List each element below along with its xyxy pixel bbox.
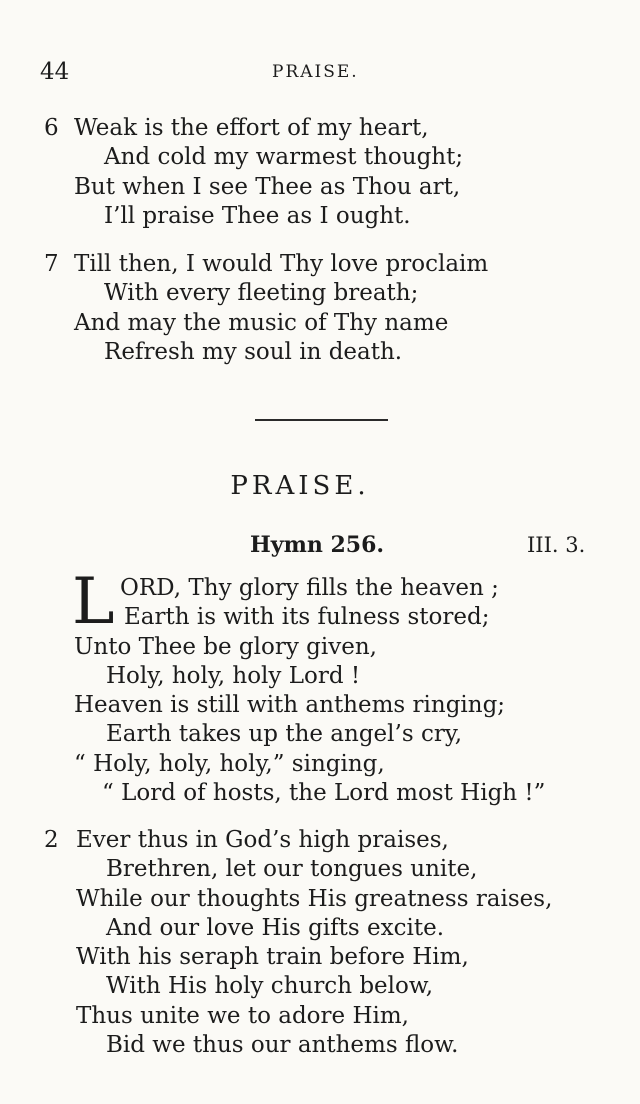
drop-cap: L bbox=[72, 565, 115, 639]
stanza-7 bbox=[44, 250, 604, 367]
verse-line: Till then, I would Thy love proclaim bbox=[74, 251, 489, 277]
hymn-title: Hymn 256. bbox=[250, 532, 385, 558]
stanza-number: 6 bbox=[44, 115, 59, 141]
verse-line: Brethren, let our tongues unite, bbox=[106, 856, 478, 883]
hymn-heading bbox=[0, 528, 640, 562]
stanza-number: 7 bbox=[44, 251, 59, 277]
verse-line: Ever thus in God’s high praises, bbox=[76, 827, 449, 853]
verse-line: Weak is the effort of my heart, bbox=[74, 115, 429, 141]
verse-line: And our love His gifts excite. bbox=[106, 914, 445, 941]
verse-line: “ Lord of hosts, the Lord most High !” bbox=[102, 780, 546, 807]
section-title-text: PRAISE. bbox=[230, 471, 370, 501]
hymn-meter: III. 3. bbox=[527, 533, 586, 557]
verse-line: “ Holy, holy, holy,” singing, bbox=[74, 750, 385, 777]
running-title: PRAISE. bbox=[272, 62, 359, 82]
stanza-1 bbox=[44, 565, 604, 808]
verse-line: While our thoughts His greatness raises, bbox=[76, 885, 553, 912]
verse-line: Unto Thee be glory given, bbox=[74, 633, 377, 660]
verse-line: And cold my warmest thought; bbox=[104, 144, 464, 171]
verse-line: ORD, Thy glory fills the heaven ; bbox=[120, 575, 499, 601]
verse-line: With his seraph train before Him, bbox=[76, 944, 469, 971]
stanza-2 bbox=[44, 826, 604, 1060]
verse-line: Heaven is still with anthems ringing; bbox=[74, 692, 506, 719]
verse-line: And may the music of Thy name bbox=[74, 309, 449, 336]
section-divider bbox=[255, 419, 388, 421]
verse-line: Thus unite we to adore Him, bbox=[76, 1002, 409, 1029]
stanza-6 bbox=[44, 114, 604, 231]
stanza-number: 2 bbox=[44, 827, 59, 853]
verse-line: But when I see Thee as Thou art, bbox=[74, 173, 461, 200]
page-number: 44 bbox=[40, 59, 70, 85]
running-head bbox=[40, 56, 600, 88]
verse-line: Earth is with its fulness stored; bbox=[124, 604, 490, 631]
verse-line: Earth takes up the angel’s cry, bbox=[106, 721, 463, 748]
verse-line: I’ll praise Thee as I ought. bbox=[104, 202, 411, 229]
verse-line: Bid we thus our anthems flow. bbox=[106, 1032, 459, 1059]
verse-line: Holy, holy, holy Lord ! bbox=[106, 662, 361, 689]
verse-line: With His holy church below, bbox=[106, 973, 434, 1000]
section-title bbox=[0, 468, 640, 504]
verse-line: With every fleeting breath; bbox=[104, 280, 419, 307]
verse-line: Refresh my soul in death. bbox=[104, 338, 403, 365]
